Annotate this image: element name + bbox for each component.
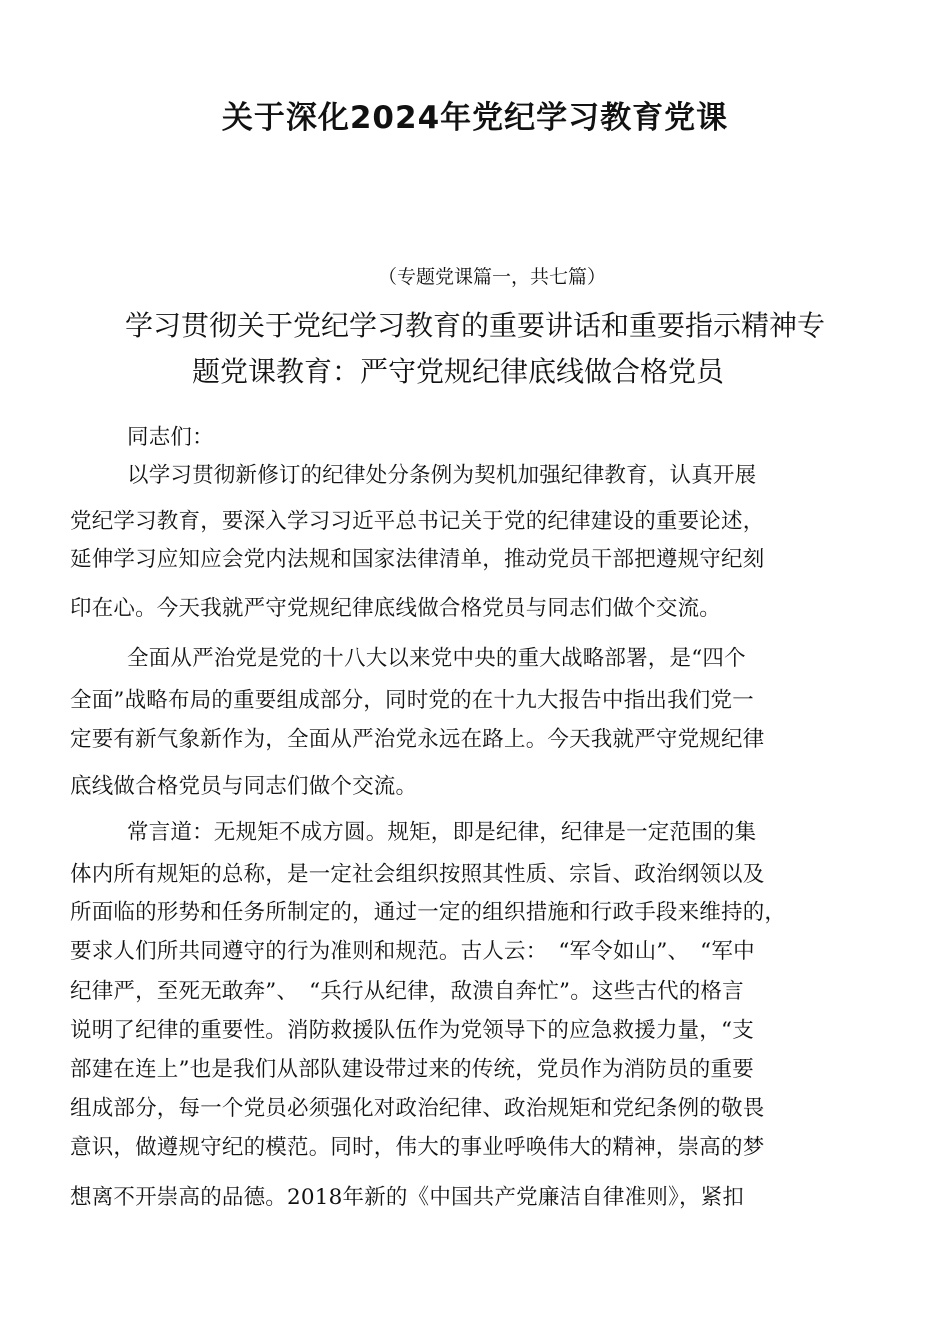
body-line: 要求人们所共同遵守的行为准则和规范。古人云： “军令如山”、 “军中 xyxy=(70,939,755,964)
body-line: 所面临的形势和任务所制定的，通过一定的组织措施和行政手段来维持的， xyxy=(70,900,787,925)
subtitle-line-1: 学习贯彻关于党纪学习教育的重要讲话和重要指示精神专 xyxy=(125,309,826,342)
body-line: 全面”战略布局的重要组成部分，同时党的在十九大报告中指出我们党一 xyxy=(70,688,754,713)
series-note: （专题党课篇一，共七篇） xyxy=(378,266,607,288)
subtitle-line-2: 题党课教育：严守党规纪律底线做合格党员 xyxy=(192,355,725,388)
body-line: 组成部分，每一个党员必须强化对政治纪律、政治规矩和党纪条例的敬畏 xyxy=(70,1096,765,1121)
body-line: 体内所有规矩的总称，是一定社会组织按照其性质、宗旨、政治纲领以及 xyxy=(70,862,765,887)
body-line: 党纪学习教育，要深入学习习近平总书记关于党的纪律建设的重要论述， xyxy=(70,509,765,534)
body-line: 印在心。今天我就严守党规纪律底线做合格党员与同志们做个交流。 xyxy=(70,596,722,621)
body-line: 常言道：无规矩不成方圆。规矩，即是纪律，纪律是一定范围的集 xyxy=(127,820,757,845)
body-line: 底线做合格党员与同志们做个交流。 xyxy=(70,774,418,799)
body-line: 延伸学习应知应会党内法规和国家法律清单，推动党员干部把遵规守纪刻 xyxy=(70,547,765,572)
body-line: 纪律严，至死无敢奔”、 “兵行从纪律，敌溃自奔忙”。这些古代的格言 xyxy=(70,979,744,1004)
body-line: 部建在连上”也是我们从部队建设带过来的传统，党员作为消防员的重要 xyxy=(70,1057,754,1082)
body-line: 意识，做遵规守纪的模范。同时，伟大的事业呼唤伟大的精神，崇高的梦 xyxy=(70,1135,765,1160)
body-line: 全面从严治党是党的十八大以来党中央的重大战略部署，是“四个 xyxy=(127,646,746,671)
body-line: 定要有新气象新作为，全面从严治党永远在路上。今天我就严守党规纪律 xyxy=(70,727,765,752)
salutation: 同志们： xyxy=(127,425,214,450)
body-line: 以学习贯彻新修订的纪律处分条例为契机加强纪律教育，认真开展 xyxy=(127,463,757,488)
document-title: 关于深化2024年党纪学习教育党课 xyxy=(221,100,729,136)
body-line: 说明了纪律的重要性。消防救援队伍作为党领导下的应急救援力量，“支 xyxy=(70,1018,754,1043)
body-line: 想离不开崇高的品德。2018年新的《中国共产党廉洁自律准则》，紧扣 xyxy=(70,1185,745,1210)
